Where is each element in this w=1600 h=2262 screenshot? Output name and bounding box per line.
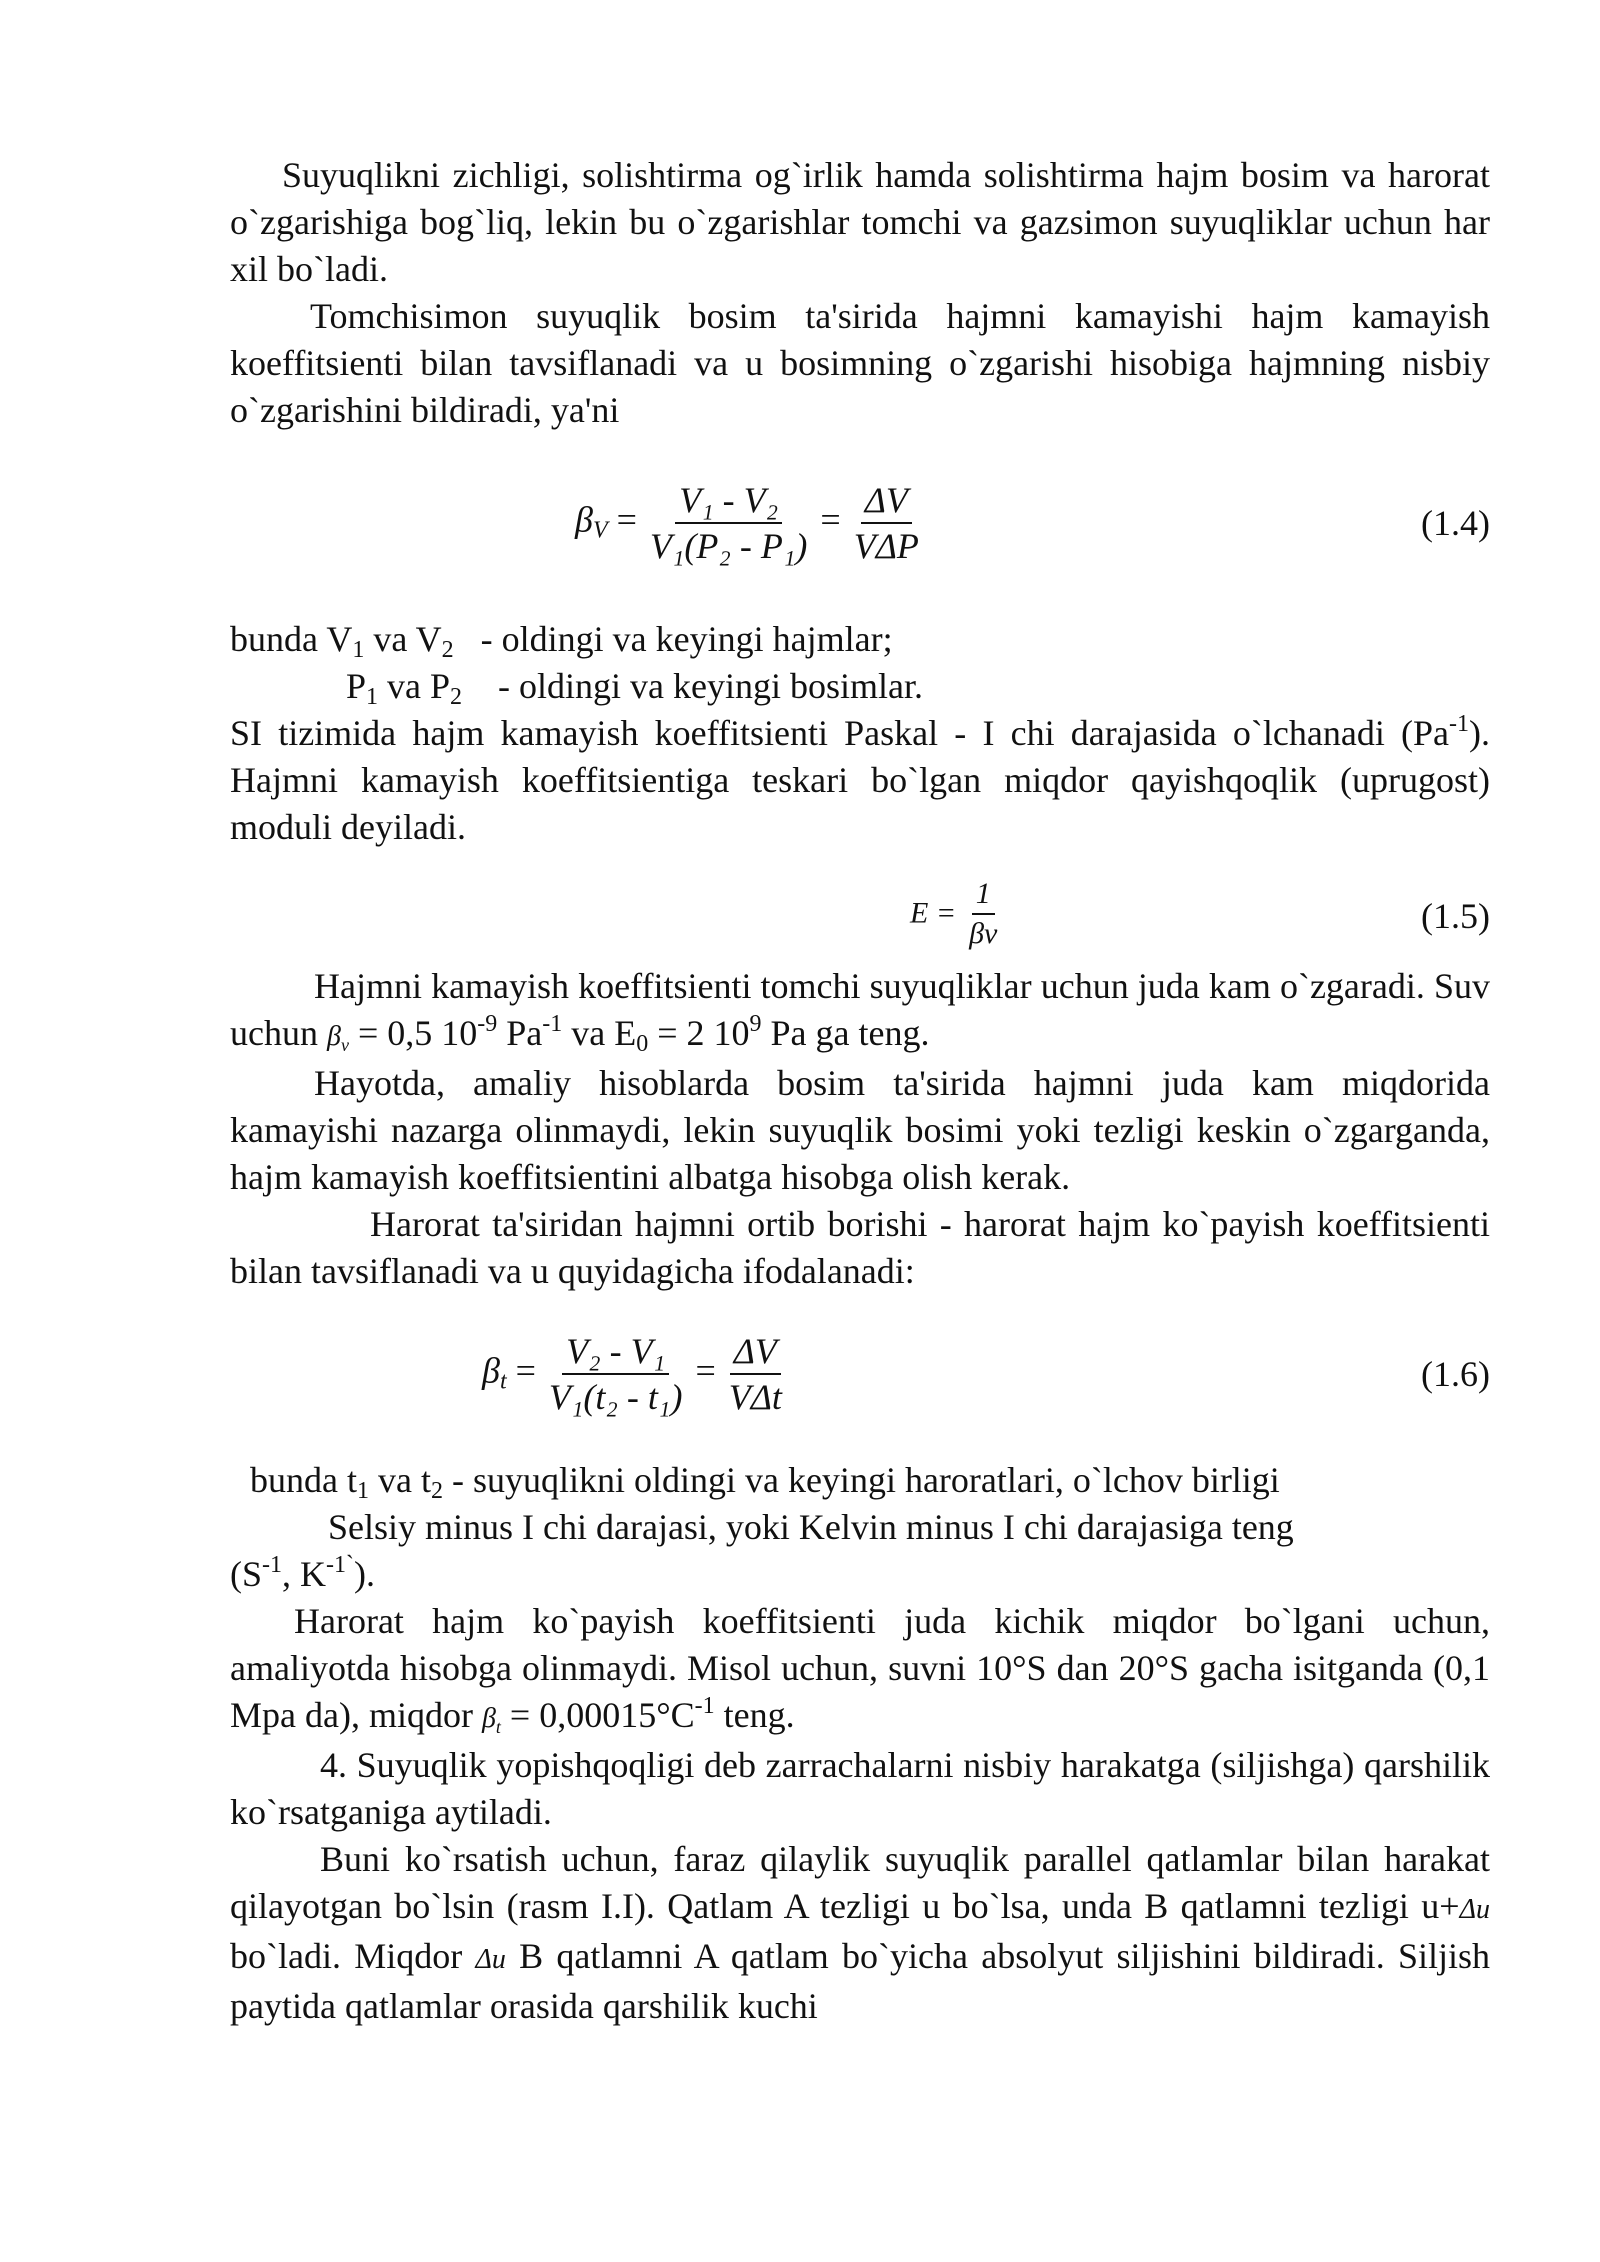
paragraph-expansion-example: Harorat hajm ko`payish koeffitsienti juda kichik miqdor bo`lgani uchun, amaliyotda hisobga olinmaydi. Misol uchun, suvni 10°S dan 20°S gacha isitganda (0,1 Mpa da), miqdor $\beta_t = 0,00015^\circ C^{-1}$ teng. bbox=[230, 1601, 1490, 1737]
paragraph-layers-example: Buni ko`rsatish uchun, faraz qilaylik suyuqlik parallel qatlamlar bilan harakat qilayotgan bo`lsin (rasm I.I). Qatlam A tezligi u bo`lsa, unda B qatlamni tezligi u+Δu bo`ladi. Miqdor Δu B qatlamni A qatlam bo`yicha absolyut siljishini bildiradi. Siljish paytida qatlamlar orasida qarshilik kuchi bbox=[230, 1839, 1490, 2026]
equation-number: (1.4) bbox=[1421, 503, 1490, 543]
fraction-volume-change: $\frac{\text{V₁ - V₂}}{\text{V₁(P₂ - P₁)}}$ bbox=[649, 480, 808, 566]
paragraph-compressibility-intro: Tomchisimon suyuqlik bosim ta'sirida hajmni kamayishi hajm kamayish koeffitsienti bilan tavsiflanadi va u bosimning o`zgarishi hisobiga hajmning nisbiy o`zgarishini bildiradi, ya'ni bbox=[230, 296, 1490, 430]
paragraph-practice: Hayotda, amaliy hisoblarda bosim ta'sirida hajmni juda kam miqdorida kamayishi nazarga olinmaydi, lekin suyuqlik bosimi yoki tezligi keskin o`zgarganda, hajm kamayish koeffitsientini albatga hisobga olish kerak. bbox=[230, 1063, 1490, 1197]
definition-temperatures-symbols: ($S^{-1}$, $K^{-1`}$). bbox=[230, 1552, 375, 1594]
equation-1-5-body: E = $\frac{1}{\beta v}$ bbox=[910, 877, 1001, 951]
definition-volumes: bunda $V_1$ va $V_2$ - oldingi va keyingi hajmlar; bbox=[230, 619, 893, 663]
equation-number: (1.5) bbox=[1421, 896, 1490, 936]
equation-number: (1.6) bbox=[1421, 1354, 1490, 1394]
paragraph-water-values: Hajmni kamayish koeffitsienti tomchi suyuqliklar uchun juda kam o`zgaradi. Suv uchun $\beta_v = 0,5$ $10^{-9}$ $Pa^{-1}$ va $E_0 = 2$ $10^9$ Pa ga teng. bbox=[230, 966, 1490, 1057]
definition-temperatures: bunda $t_1$ va $t_2$ - suyuqlikni oldingi va keyingi haroratlari, o`lchov birligi bbox=[250, 1460, 1280, 1504]
paragraph-viscosity-definition: 4. Suyuqlik yopishqoqligi deb zarrachalarni nisbiy harakatga (siljishga) qarshilik ko`rsatganiga aytiladi. bbox=[230, 1745, 1490, 1832]
paragraph-temperature-intro: Harorat ta'siridan hajmni ortib borishi - harorat hajm ko`payish koeffitsienti bilan tavsiflanadi va u quyidagicha ifodalanadi: bbox=[230, 1204, 1490, 1291]
equation-1-4-body: $\beta_V$ = $\frac{\text{V₁ - V₂}}{\text{V₁(P₂ - P₁)}}$ = $\frac{\Delta V}{\text{VΔP}}$ bbox=[575, 480, 923, 566]
paragraph-si-units: SI tizimida hajm kamayish koeffitsienti Paskal - I chi darajasida o`lchanadi $(Pa^{-1})$. Hajmni kamayish koeffitsientiga teskari bo`lgan miqdor qayishqoqlik (uprugost) moduli deyiladi. bbox=[230, 711, 1490, 847]
document-page bbox=[230, 152, 1490, 2030]
fraction-delta: $\frac{\Delta V}{\text{VΔt}}$ bbox=[728, 1331, 782, 1417]
equation-1-4 bbox=[230, 480, 1490, 570]
equation-1-6 bbox=[230, 1331, 1490, 1421]
fraction-volume-change: $\frac{\text{V₂ - V₁}}{\text{V₁(t₂ - t₁)}}$ bbox=[548, 1331, 683, 1417]
fraction-modulus: $\frac{1}{\beta v}$ bbox=[969, 877, 998, 950]
definition-temperatures-units: Selsiy minus I chi darajasi, yoki Kelvin minus I chi darajasiga teng bbox=[328, 1507, 1294, 1547]
equation-1-5 bbox=[230, 877, 1490, 963]
equation-1-6-body: $\beta_t$ = $\frac{\text{V₂ - V₁}}{\text{V₁(t₂ - t₁)}}$ = $\frac{\Delta V}{\text{VΔt}}$ bbox=[482, 1331, 786, 1417]
fraction-delta: $\frac{\Delta V}{\text{VΔP}}$ bbox=[853, 480, 919, 566]
paragraph-density: Suyuqlikni zichligi, solishtirma og`irlik hamda solishtirma hajm bosim va harorat o`zgarishiga bog`liq, lekin bu o`zgarishlar tomchi va gazsimon suyuqliklar uchun har xil bo`ladi. bbox=[230, 155, 1490, 289]
definition-pressures: $P_1$ va $P_2$ - oldingi va keyingi bosimlar. bbox=[346, 666, 923, 710]
